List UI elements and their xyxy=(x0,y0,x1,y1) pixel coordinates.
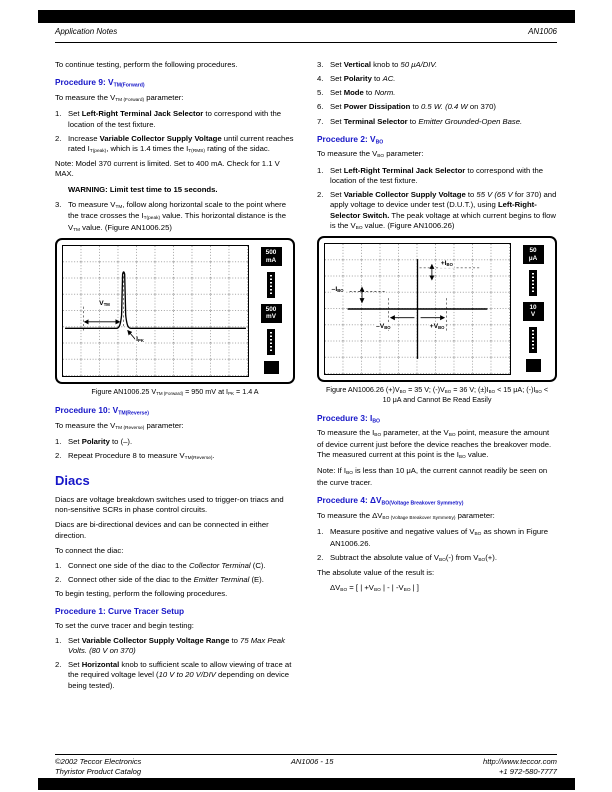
readout-unit: μA xyxy=(528,254,538,262)
procedure-3-heading: Procedure 3: $I_{BO}$ xyxy=(317,412,381,424)
list-number: 1. xyxy=(317,165,324,175)
readout-unit: mV xyxy=(266,313,276,321)
list-item xyxy=(317,527,557,549)
horizontal-per-div-readout xyxy=(523,302,544,321)
list-number: 3. xyxy=(55,199,62,209)
note-paragraph: Note: Model 370 current is limited. Set to 400 mA. Check for 1.1 V MAX. xyxy=(55,159,280,179)
procedure-9-heading: Procedure 9: $V_{TM(Forward)}$ xyxy=(55,77,145,89)
paragraph: To measure the $\Delta V_{BO (Voltage Breakover Symmetry)}$ parameter: xyxy=(317,510,495,521)
note-paragraph: Note: If $I_{BO}$ is less than 10 μA, the current cannot readily be seen on the curve tracer. xyxy=(317,466,548,487)
readout-unit: mA xyxy=(265,256,277,264)
paragraph: To measure the $V_{BO}$ parameter: xyxy=(317,149,424,160)
footer-rule xyxy=(55,754,557,755)
list-item xyxy=(317,60,557,70)
footer-contact xyxy=(483,757,557,778)
scope-crt xyxy=(324,243,511,375)
left-column xyxy=(55,60,295,695)
horizontal-per-div-readout xyxy=(261,304,282,323)
paragraph: To measure the $V_{TM (Reverse)}$ parameter: xyxy=(55,420,184,432)
list-number: 1. xyxy=(55,109,62,119)
scope-trace-graphic xyxy=(63,246,248,376)
list-number: 3. xyxy=(317,60,324,69)
page-footer xyxy=(55,757,557,778)
readout-block xyxy=(526,359,541,372)
header-doc-number: AN1006 xyxy=(528,27,557,36)
list-text: Set Vertical knob to 50 μA/DIV. xyxy=(330,60,438,69)
paragraph: Diacs are voltage breakdown switches used to trigger-on triacs and non-sensitive SCRs in phase control circuits. xyxy=(55,495,284,515)
list-number: 7. xyxy=(317,116,324,126)
list-item xyxy=(55,109,295,129)
list-text: Set Left-Right Terminal Jack Selector to correspond with the location of the test fixture. xyxy=(330,165,544,186)
procedure-1-heading: Procedure 1: Curve Tracer Setup xyxy=(55,606,185,617)
list-item xyxy=(317,74,557,84)
figure-an1006-25-caption: Figure AN1006.25 $V_{TM (Forward)} = 950$ mV at $I_{PK} = 1.4$ A xyxy=(91,387,259,397)
list-item xyxy=(55,561,295,571)
list-item xyxy=(317,88,557,98)
readout-block xyxy=(264,361,279,374)
list-item xyxy=(55,200,295,234)
readout-value: 500 xyxy=(265,249,277,257)
list-text: Set Mode to Norm. xyxy=(330,88,396,98)
header-doc-type: Application Notes xyxy=(55,27,118,36)
list-text: Subtract the absolute value of $V_{BO}(-)$ from $V_{BO}(+)$. xyxy=(330,552,497,563)
readout-value: 10 xyxy=(529,303,537,311)
procedure-4-heading: Procedure 4: $\Delta V_{BO(Voltage Breakover Symmetry)}$ xyxy=(317,494,464,507)
list-text: Set Variable Collector Supply Voltage to 55 V (65 V for 370) and apply voltage to device under test (D.U.T.), using Left-Right-Selector Switch. The peak voltage at which current begins to flow is the $V_{BO}$ value. (Figure AN1006.26) xyxy=(330,190,557,231)
list-number: 4. xyxy=(317,74,324,84)
list-text: Set Power Dissipation to 0.5 W. (0.4 W on 370) xyxy=(330,102,496,112)
list-item xyxy=(55,660,295,690)
graticule-grid xyxy=(63,246,248,376)
list-item xyxy=(317,117,557,127)
warning-paragraph: WARNING: Limit test time to 15 seconds. xyxy=(68,184,218,194)
paragraph: Diacs are bi-directional devices and can be connected in either direction. xyxy=(55,520,269,540)
list-number: 1. xyxy=(55,560,62,570)
paragraph: To begin testing, perform the following procedures. xyxy=(55,589,228,599)
list-number: 5. xyxy=(317,88,324,98)
readout-value: 500 xyxy=(265,305,277,313)
list-number: 2. xyxy=(55,451,62,461)
paragraph: The absolute value of the result is: xyxy=(317,568,435,578)
list-item xyxy=(55,636,295,656)
list-number: 1. xyxy=(55,437,62,447)
footer-page-number: AN1006 - 15 xyxy=(290,756,334,766)
figure-an1006-25 xyxy=(55,238,295,384)
figure-an1006-26 xyxy=(317,236,557,382)
list-number: 2. xyxy=(55,660,62,670)
list-number: 6. xyxy=(317,102,324,112)
list-item xyxy=(55,451,295,462)
top-black-bar xyxy=(38,10,575,23)
vertical-per-div-readout xyxy=(261,247,282,266)
procedure-10-heading: Procedure 10: $V_{TM(Reverse)}$ xyxy=(55,405,149,417)
list-item xyxy=(317,190,557,232)
readout-strip xyxy=(529,327,537,353)
right-column xyxy=(317,60,557,695)
list-text: Set Terminal Selector to Emitter Grounded-Open Base. xyxy=(330,116,523,126)
list-text: Connect other side of the diac to the Emitter Terminal (E). xyxy=(68,575,264,585)
scope-readout-panel xyxy=(516,243,550,375)
list-text: Increase Variable Collector Supply Voltage until current reaches rated $I_{T(peak)}$, which is 1.4 times the $I_{T(RMS)}$ rating of the sidac. xyxy=(68,133,294,154)
readout-strip xyxy=(267,329,275,355)
negative-ibo-label: $-I_{BO}$ xyxy=(331,286,344,294)
positive-ibo-label: $+I_{BO}$ xyxy=(440,260,453,268)
page-header xyxy=(55,27,557,36)
scope-readout-panel xyxy=(254,245,288,377)
negative-vbo-label: $-V_{BO}$ xyxy=(375,322,391,330)
list-number: 2. xyxy=(317,190,324,200)
list-item xyxy=(317,553,557,564)
vtm-label: $V_{TM}$ xyxy=(99,299,110,307)
intro-paragraph: To continue testing, perform the following procedures. xyxy=(55,60,238,69)
list-text: Set Polarity to AC. xyxy=(330,74,396,84)
list-item xyxy=(55,134,295,156)
list-item xyxy=(55,437,295,447)
list-text: Measure positive and negative values of $V_{BO}$ as shown in Figure AN1006.26. xyxy=(330,527,549,548)
readout-unit: V xyxy=(530,311,536,319)
list-number: 2. xyxy=(317,552,324,562)
list-text: Connect one side of the diac to the Collector Terminal (C). xyxy=(68,560,266,570)
delta-vbo-formula: $\Delta V_{BO}$ = [ | $+V_{BO}$ | - | $-V_{BO}$ | ] xyxy=(330,583,419,594)
diacs-section-heading: Diacs xyxy=(55,472,90,488)
vertical-per-div-readout xyxy=(523,245,544,264)
list-text: Repeat Procedure 8 to measure $V_{TM(Reverse)}$. xyxy=(68,451,215,462)
list-number: 1. xyxy=(55,635,62,645)
paragraph: To measure the $V_{TM (Forward)}$ parameter: xyxy=(55,92,184,104)
figure-an1006-26-caption: Figure AN1006.26 $(+)V_{BO} = 35$ V; $(-)V_{BO} = 36$ V; $(\pm)I_{BO} < 15$ μA; $(-)I_{BO} < 10$ μA and Cannot Be Read Easily xyxy=(325,385,549,405)
scope-trace-graphic xyxy=(325,244,510,374)
procedure-2-heading: Procedure 2: $V_{BO}$ xyxy=(317,133,384,146)
readout-strip xyxy=(529,270,537,296)
bottom-black-bar xyxy=(38,778,575,790)
header-rule xyxy=(55,42,557,43)
list-text: Set Left-Right Terminal Jack Selector to correspond with the location of the test fixture. xyxy=(68,109,282,129)
paragraph: To connect the diac: xyxy=(55,545,124,555)
ipk-label: $I_{PK}$ xyxy=(136,336,144,344)
positive-vbo-label: $+V_{BO}$ xyxy=(429,322,445,330)
list-text: Set Variable Collector Supply Voltage Range to 75 Max Peak Volts. (80 V on 370) xyxy=(68,635,285,656)
list-number: 1. xyxy=(317,527,324,537)
list-text: To measure $V_{TM}$, follow along horizontal scale to the point where the trace crosses the $I_{T(peak)}$ value. This horizontal distance is the $V_{TM}$ value. (Figure AN1006.25) xyxy=(68,199,286,233)
paragraph: To measure the $I_{BO}$ parameter, at the $V_{BO}$ point, measure the amount of device current just before the device reaches the breakover mode. The measured current at this point is the $I_{BO}$ value. xyxy=(317,428,552,461)
footer-copyright-line2: Thyristor Product Catalog xyxy=(55,766,142,776)
list-number: 2. xyxy=(55,575,62,585)
list-item xyxy=(317,102,557,112)
list-item xyxy=(55,575,295,585)
readout-value: 50 xyxy=(529,247,537,255)
list-item xyxy=(317,166,557,186)
paragraph: To set the curve tracer and begin testing: xyxy=(55,620,194,630)
footer-copyright-line1: ©2002 Teccor Electronics xyxy=(55,756,142,766)
page-content xyxy=(55,60,557,695)
list-text: Set Polarity to (–). xyxy=(68,437,133,447)
readout-strip xyxy=(267,272,275,298)
scope-crt xyxy=(62,245,249,377)
list-text: Set Horizontal knob to sufficient scale to allow viewing of trace at the required voltage level (10 V to 20 V/DIV depending on device being tested). xyxy=(68,660,292,690)
list-number: 2. xyxy=(55,133,62,143)
footer-phone: +1 972-580-7777 xyxy=(498,766,557,776)
footer-copyright xyxy=(55,757,141,778)
footer-website: http://www.teccor.com xyxy=(483,756,557,766)
